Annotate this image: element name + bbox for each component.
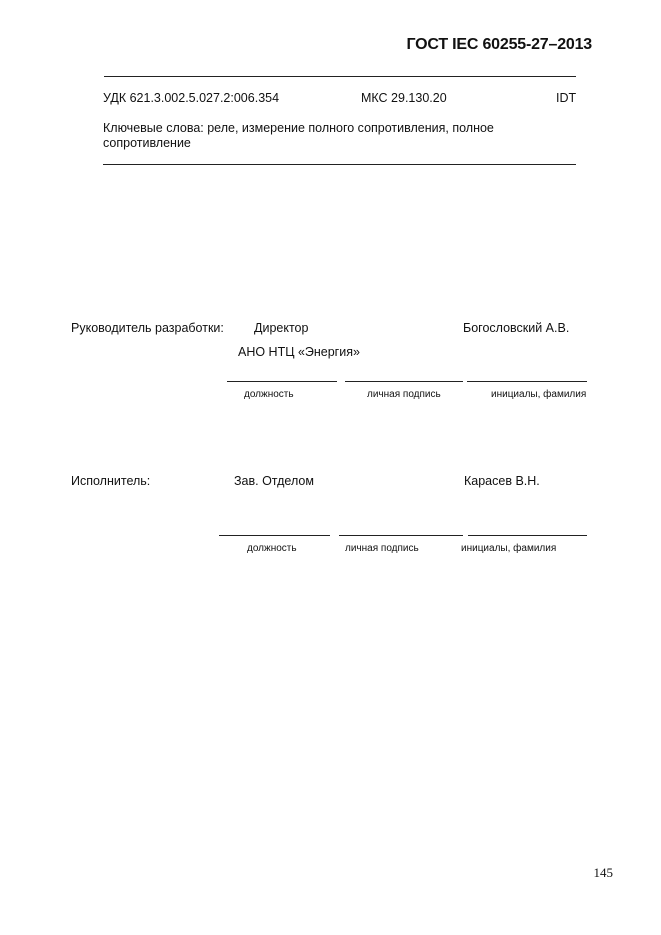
keywords-text: Ключевые слова: реле, измерение полного сопротивления, полное сопротивление (103, 121, 494, 150)
executor-initials-line (468, 535, 587, 536)
executor-signature-caption: личная подпись (345, 543, 419, 554)
developer-position-caption: должность (244, 389, 294, 400)
idt-marker: IDT (556, 91, 577, 105)
executor-signature-line (339, 535, 463, 536)
executor-initials-caption: инициалы, фамилия (461, 543, 557, 554)
executor-role-label: Исполнитель: (71, 474, 151, 488)
udc-code: УДК 621.3.002.5.027.2:006.354 (103, 91, 280, 105)
top-divider (104, 76, 576, 77)
developer-position: Директор (254, 321, 309, 335)
executor-position-caption: должность (247, 543, 297, 554)
developer-initials-line (467, 381, 587, 382)
developer-organization: АНО НТЦ «Энергия» (238, 345, 360, 359)
developer-signature-line (345, 381, 463, 382)
developer-initials-caption: инициалы, фамилия (491, 389, 587, 400)
developer-name: Богословский А.В. (463, 321, 570, 335)
mks-code: МКС 29.130.20 (361, 91, 447, 105)
standard-code: ГОСТ IEC 60255-27–2013 (406, 36, 592, 53)
keywords-divider (103, 164, 576, 165)
executor-name: Карасев В.Н. (464, 474, 540, 488)
developer-position-line (227, 381, 337, 382)
executor-position-line (219, 535, 330, 536)
developer-role-label: Руководитель разработки: (71, 321, 224, 335)
page-number: 145 (593, 865, 613, 880)
executor-position: Зав. Отделом (234, 474, 314, 488)
developer-signature-caption: личная подпись (367, 389, 441, 400)
